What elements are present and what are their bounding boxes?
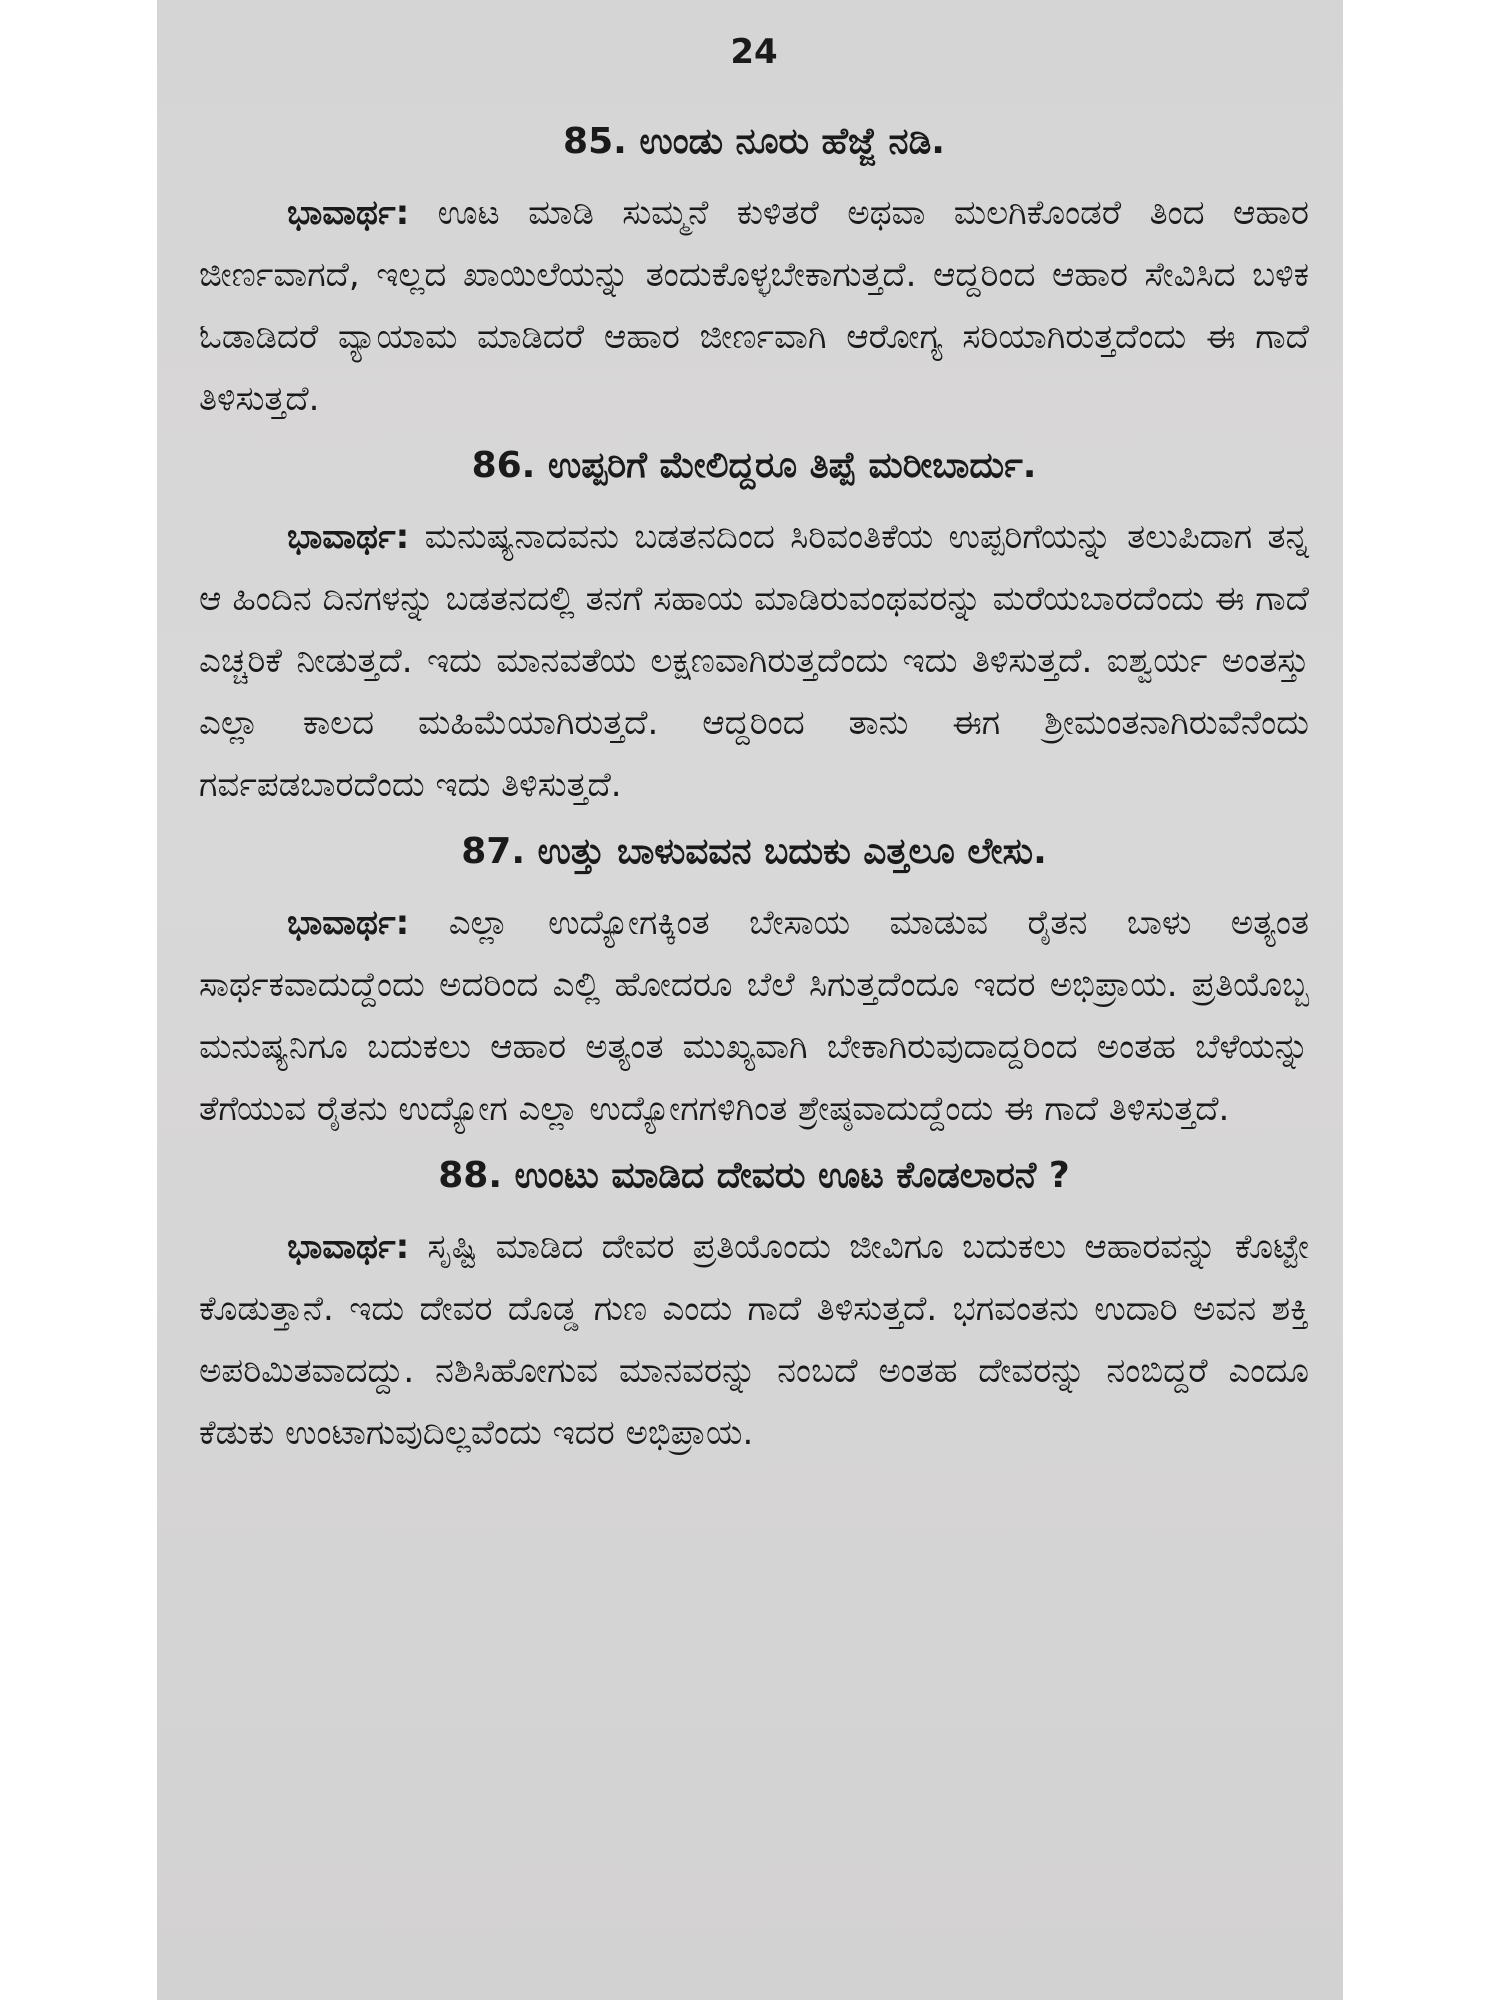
meaning-paragraph [199,506,1309,816]
page-number: 24 [730,32,778,72]
meaning-text: ಮನುಷ್ಯನಾದವನು ಬಡತನದಿಂದ ಸಿರಿವಂತಿಕೆಯ ಉಪ್ಪರಿಗೆಯನ್ನು ತಲುಪಿದಾಗ ತನ್ನ ಆ ಹಿಂದಿನ ದಿನಗಳನ್ನು ಬಡತನದಲ್ಲಿ ತನಗೆ ಸಹಾಯ ಮಾಡಿರುವಂಥವರನ್ನು ಮರೆಯಬಾರದೆಂದು ಈ ಗಾದೆ ಎಚ್ಚರಿಕೆ ನೀಡುತ್ತದೆ. ಇದು ಮಾನವತೆಯ ಲಕ್ಷಣವಾಗಿರುತ್ತದೆಂದು ಇದು ತಿಳಿಸುತ್ತದೆ. ಐಶ್ವರ್ಯ ಅಂತಸ್ತು ಎಲ್ಲಾ ಕಾಲದ ಮಹಿಮೆಯಾಗಿರುತ್ತದೆ. ಆದ್ದರಿಂದ ತಾನು ಈಗ ಶ್ರೀಮಂತನಾಗಿರುವೆನೆಂದು ಗರ್ವಪಡಬಾರದೆಂದು ಇದು ತಿಳಿಸುತ್ತದೆ. [199,517,1309,805]
meaning-label: ಭಾವಾರ್ಥ: [287,903,410,943]
meaning-label: ಭಾವಾರ್ಥ: [287,517,410,557]
proverb-section-87 [199,824,1309,1140]
proverb-title: 88. ಉಂಟು ಮಾಡಿದ ದೇವರು ಊಟ ಕೊಡಲಾರನೆ ? [438,1155,1070,1196]
proverb-section-85 [199,114,1309,430]
proverb-section-88 [199,1148,1309,1464]
meaning-text: ಎಲ್ಲಾ ಉದ್ಯೋಗಕ್ಕಿಂತ ಬೇಸಾಯ ಮಾಡುವ ರೈತನ ಬಾಳು ಅತ್ಯಂತ ಸಾರ್ಥಕವಾದುದ್ದೆಂದು ಅದರಿಂದ ಎಲ್ಲಿ ಹೋದರೂ ಬೆಲೆ ಸಿಗುತ್ತದೆಂದೂ ಇದರ ಅಭಿಪ್ರಾಯ. ಪ್ರತಿಯೊಬ್ಬ ಮನುಷ್ಯನಿಗೂ ಬದುಕಲು ಆಹಾರ ಅತ್ಯಂತ ಮುಖ್ಯವಾಗಿ ಬೇಕಾಗಿರುವುದಾದ್ದರಿಂದ ಅಂತಹ ಬೆಳೆಯನ್ನು ತೆಗೆಯುವ ರೈತನು ಉದ್ಯೋಗ ಎಲ್ಲಾ ಉದ್ಯೋಗಗಳಿಗಿಂತ ಶ್ರೇಷ್ಠವಾದುದ್ದೆಂದು ಈ ಗಾದೆ ತಿಳಿಸುತ್ತದೆ. [199,903,1309,1129]
proverb-title: 86. ಉಪ್ಪರಿಗೆ ಮೇಲಿದ್ದರೂ ತಿಪ್ಪೆ ಮರೀಬಾರ್ದು. [471,445,1037,486]
proverb-section-86 [199,438,1309,816]
meaning-text: ಸೃಷ್ಟಿ ಮಾಡಿದ ದೇವರ ಪ್ರತಿಯೊಂದು ಜೀವಿಗೂ ಬದುಕಲು ಆಹಾರವನ್ನು ಕೊಟ್ಟೇ ಕೊಡುತ್ತಾನೆ. ಇದು ದೇವರ ದೊಡ್ಡ ಗುಣ ಎಂದು ಗಾದೆ ತಿಳಿಸುತ್ತದೆ. ಭಗವಂತನು ಉದಾರಿ ಅವನ ಶಕ್ತಿ ಅಪರಿಮಿತವಾದದ್ದು. ನಶಿಸಿಹೋಗುವ ಮಾನವರನ್ನು ನಂಬದೆ ಅಂತಹ ದೇವರನ್ನು ನಂಬಿದ್ದರೆ ಎಂದೂ ಕೆಡುಕು ಉಂಟಾಗುವುದಿಲ್ಲವೆಂದು ಇದರ ಅಭಿಪ್ರಾಯ. [199,1227,1309,1453]
meaning-label: ಭಾವಾರ್ಥ: [287,1227,410,1267]
meaning-paragraph [199,892,1309,1140]
meaning-paragraph [199,182,1309,430]
proverb-title: 87. ಉತ್ತು ಬಾಳುವವನ ಬದುಕು ಎತ್ತಲೂ ಲೇಸು. [461,831,1047,872]
meaning-text: ಊಟ ಮಾಡಿ ಸುಮ್ಮನೆ ಕುಳಿತರೆ ಅಥವಾ ಮಲಗಿಕೊಂಡರೆ ತಿಂದ ಆಹಾರ ಜೀರ್ಣವಾಗದೆ, ಇಲ್ಲದ ಖಾಯಿಲೆಯನ್ನು ತಂದುಕೊಳ್ಳಬೇಕಾಗುತ್ತದೆ. ಆದ್ದರಿಂದ ಆಹಾರ ಸೇವಿಸಿದ ಬಳಿಕ ಓಡಾಡಿದರೆ ವ್ಯಾಯಾಮ ಮಾಡಿದರೆ ಆಹಾರ ಜೀರ್ಣವಾಗಿ ಆರೋಗ್ಯ ಸರಿಯಾಗಿರುತ್ತದೆಂದು ಈ ಗಾದೆ ತಿಳಿಸುತ್ತದೆ. [199,193,1309,419]
proverb-title: 85. ಉಂಡು ನೂರು ಹೆಜ್ಜೆ ನಡಿ. [563,121,945,162]
meaning-label: ಭಾವಾರ್ಥ: [287,193,410,233]
book-page [157,0,1343,2000]
meaning-paragraph [199,1216,1309,1464]
